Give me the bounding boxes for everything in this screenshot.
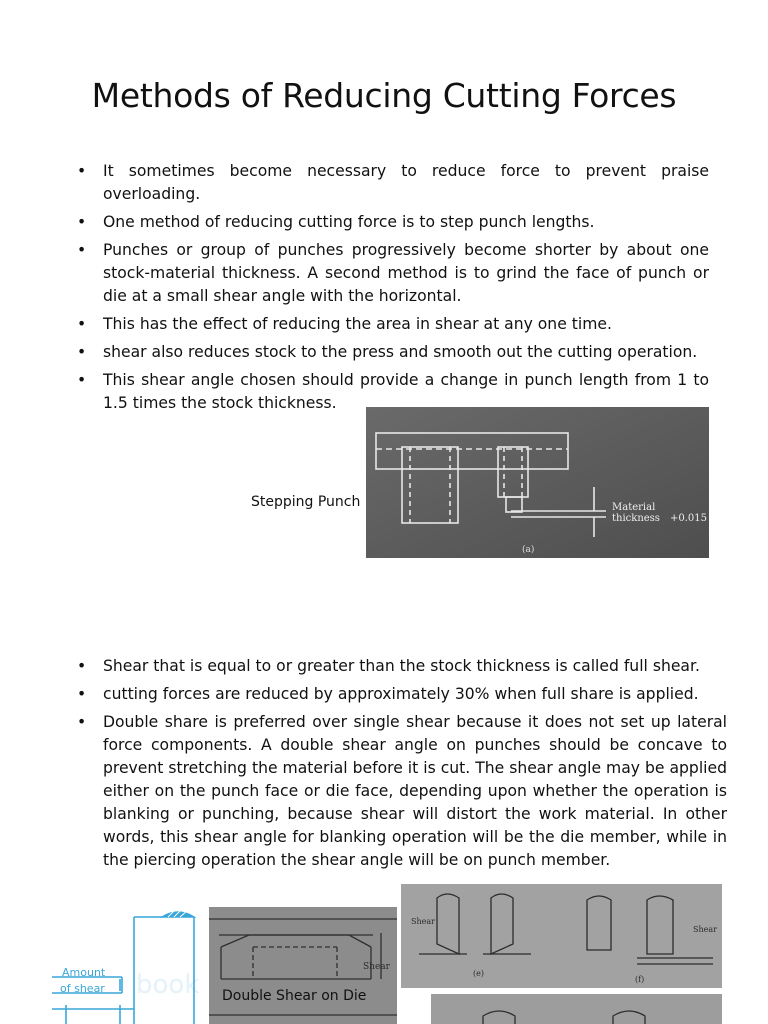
material-label: Material: [612, 502, 656, 513]
shear-label-right: Shear: [693, 925, 717, 934]
subfigure-label-e: (e): [473, 969, 484, 978]
shear-label-left: Shear: [411, 917, 435, 926]
bullet-list-bottom: [73, 655, 727, 877]
bullet-list-top: [73, 160, 709, 420]
list-item: • Double share is preferred over single shear because it does not set up lateral force components. A double shear angle on punches should be concave to prevent stretching the material before it is cut. The shear angle may be applied either on the punch face or die face, depending upon whether the operation is blanking or punching, because shear will distort the work material. In other words, this shear angle for blanking operation will be the die member, while in the piercing operation the shear angle will be on punch member.: [73, 711, 727, 872]
shear-punches-figure: [401, 884, 722, 988]
subfigure-label-a: (a): [522, 545, 535, 555]
list-item: • This shear angle chosen should provide a change in punch length from 1 to 1.5 times the stock thickness.: [73, 369, 709, 415]
thickness-value: +0.015: [670, 513, 708, 524]
list-item: • Shear that is equal to or greater than the stock thickness is called full shear.: [73, 655, 727, 678]
list-item: • cutting forces are reduced by approximately 30% when full share is applied.: [73, 683, 727, 706]
watermark-text: book: [136, 970, 200, 1000]
stepping-punch-caption: Stepping Punch: [251, 494, 361, 510]
of-shear-label: of shear: [60, 982, 105, 995]
list-item: • shear also reduces stock to the press and smooth out the cutting operation.: [73, 341, 709, 364]
amount-of-shear-diagram: [52, 897, 205, 1024]
list-item: • One method of reducing cutting force is to step punch lengths.: [73, 211, 709, 234]
subfigure-label-f: (f): [635, 975, 645, 984]
stepping-punch-figure: [366, 407, 709, 558]
punch-profile-figure: [431, 994, 722, 1024]
page-title: Methods of Reducing Cutting Forces: [91, 76, 677, 115]
thickness-label: thickness: [612, 513, 660, 524]
list-item: • Punches or group of punches progressively become shorter by about one stock-material thickness. A second method is to grind the face of punch or die at a small shear angle with the horizontal.: [73, 239, 709, 308]
list-item: • This has the effect of reducing the area in shear at any one time.: [73, 313, 709, 336]
amount-label: Amount: [62, 966, 106, 979]
double-shear-die-figure: [209, 907, 397, 1024]
double-shear-caption: Double Shear on Die: [222, 988, 367, 1004]
shear-label: Shear: [363, 962, 390, 972]
list-item: • It sometimes become necessary to reduce force to prevent praise overloading.: [73, 160, 709, 206]
